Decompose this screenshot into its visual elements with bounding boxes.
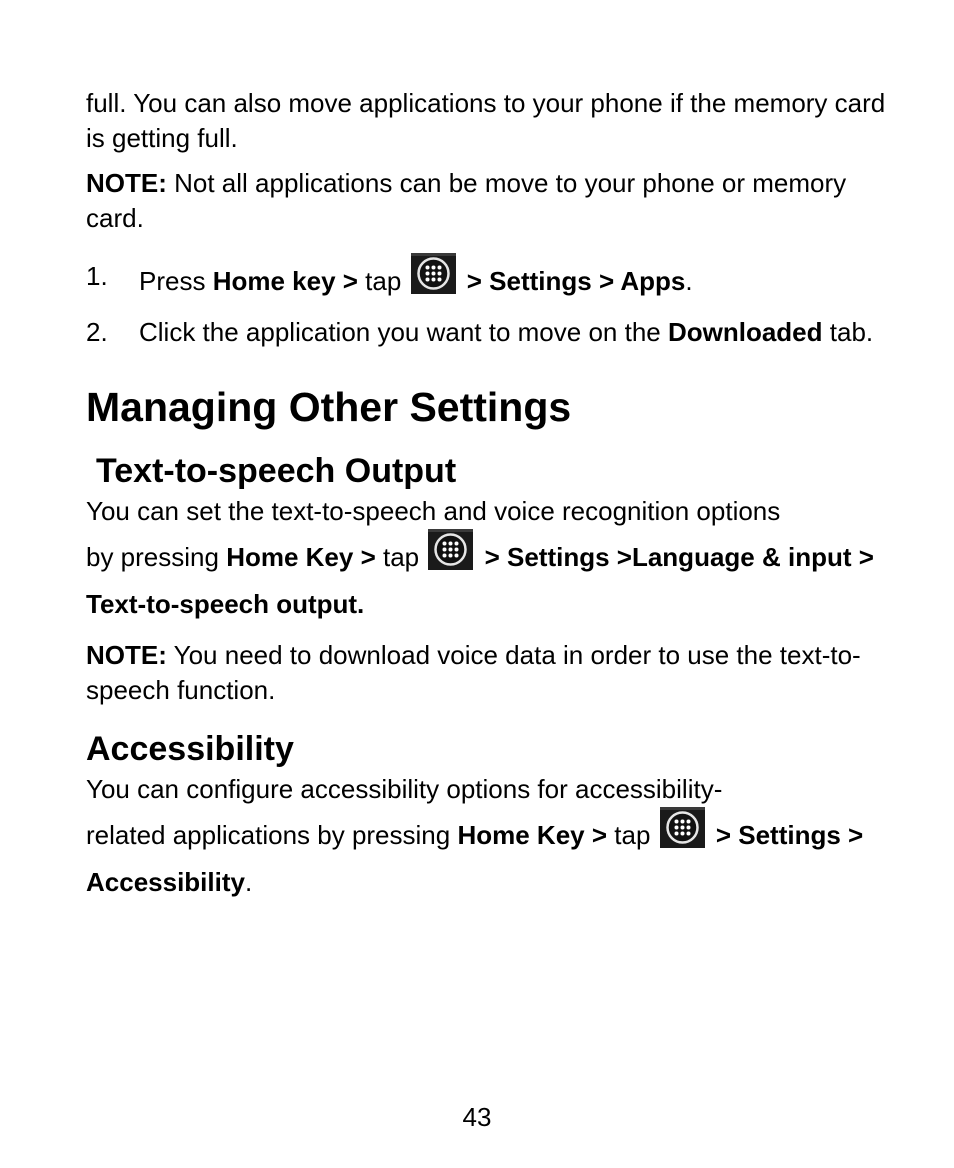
accessibility-text: You can configure accessibility options for accessibility- — [86, 774, 723, 804]
tts-tap: tap — [375, 542, 427, 572]
accessibility-related-text: related applications by pressing — [86, 820, 458, 850]
apps-grid-icon — [411, 253, 456, 294]
accessibility-tap: tap — [607, 820, 658, 850]
step-tap: tap — [357, 266, 409, 296]
tts-settings-path: > Settings >Language & input > Text-to-speech output. — [86, 542, 874, 619]
note-text: Not all applications can be move to your phone or memory card. — [86, 168, 847, 233]
list-text — [139, 315, 896, 350]
step-home-key: Home key > — [212, 266, 358, 296]
tts-text: You can set the text-to-speech and voice recognition options — [86, 496, 781, 526]
accessibility-instruction — [86, 820, 863, 897]
accessibility-paragraph — [86, 772, 896, 906]
step-settings-path: > Settings > Apps — [459, 266, 686, 296]
step-end: . — [685, 266, 693, 296]
accessibility-end: . — [244, 867, 253, 897]
intro-text: full. You can also move applications to your phone if the memory card is getting full. — [86, 88, 886, 153]
step-text: Press — [139, 266, 213, 296]
page-number: 43 — [462, 1102, 492, 1132]
tts-by-text: by pressing — [86, 542, 227, 572]
step-end: tab. — [822, 317, 874, 347]
downloaded-tab-label: Downloaded — [667, 317, 823, 347]
list-number: 2. — [86, 317, 108, 347]
tts-paragraph — [86, 494, 896, 628]
apps-grid-icon — [660, 807, 705, 848]
list-text — [139, 253, 896, 305]
tts-heading: Text-to-speech Output — [96, 452, 457, 490]
note-label: NOTE: — [86, 640, 167, 670]
note-label: NOTE: — [86, 168, 167, 198]
intro-paragraph — [86, 86, 896, 156]
list-item — [86, 315, 896, 350]
tts-instruction — [86, 542, 874, 619]
manual-page — [86, 86, 896, 906]
note-text: You need to download voice data in order to use the text-to-speech function. — [86, 640, 861, 705]
apps-grid-icon — [428, 529, 473, 570]
accessibility-heading: Accessibility — [86, 730, 294, 768]
tts-home-key: Home Key > — [226, 542, 376, 572]
step-text: Click the application you want to move on the — [139, 317, 668, 347]
list-item — [86, 253, 896, 305]
note-paragraph — [86, 166, 896, 236]
list-number: 1. — [86, 261, 108, 291]
section-title: Managing Other Settings — [86, 384, 572, 430]
tts-note-paragraph — [86, 638, 896, 708]
accessibility-home-key: Home Key > — [457, 820, 608, 850]
accessibility-settings-path: > Settings > Accessibility — [86, 820, 864, 897]
